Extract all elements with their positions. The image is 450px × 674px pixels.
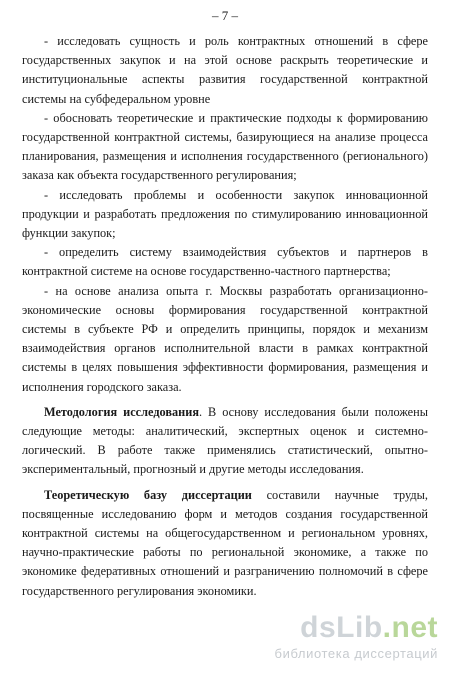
paragraph-goal-5: - на основе анализа опыта г. Москвы разработать организационно-экономические основы формирования государственной контрактной системы в субъекте РФ и определить принципы, порядок и механизм взаимодействия органов исполнительной власти в рамках контрактной системы в целях повышения эффективности формирования, размещения и исполнения городского заказа. [22, 283, 428, 394]
paragraph-methodology [22, 403, 428, 480]
page-number: – 7 – [212, 8, 238, 23]
paragraph-goal-2: - обосновать теоретические и практические подходы к формированию государственной контрактной системы, базирующиеся на анализе процесса планирования, размещения и исполнения государственного (регионального) заказа как объекта государственного регулирования; [22, 110, 428, 183]
theoretical-base-heading: Теоретическую базу диссертации [44, 487, 252, 502]
watermark-subtitle: библиотека диссертаций [274, 646, 438, 661]
methodology-heading: Методология исследования [44, 404, 199, 419]
methodology-text: . В основу исследования были положены следующие методы: аналитический, экспертных оценок и системно-логический. В работе также применялись статистический, опытно-экспериментальный, прогнозный и другие методы исследования. [22, 404, 428, 477]
body-text [22, 32, 428, 601]
watermark-logo-name: dsLib [300, 611, 383, 644]
theoretical-base-text: составили научные труды, посвященные исследованию форм и методов создания государственной контрактной системы на общегосударственном и региональном уровнях, научно-практические работы по региональной экономике, а также по экономике федеративных отношений и разграничению полномочий в сфере государственного регулирования экономики. [22, 487, 428, 598]
paragraph-theoretical-base [22, 486, 428, 601]
dslib-watermark [258, 612, 438, 664]
paragraph-goal-3: - исследовать проблемы и особенности закупок инновационной продукции и разработать предложения по стимулированию инновационной функции закупок; [22, 187, 428, 241]
watermark-logo [300, 612, 438, 644]
paragraph-goal-4: - определить систему взаимодействия субъектов и партнеров в контрактной системе на основе государственно-частного партнерства; [22, 245, 428, 279]
watermark-logo-domain: .net [382, 611, 438, 644]
paragraph-goal-1: - исследовать сущность и роль контрактных отношений в сфере государственных закупок и на этой основе раскрыть теоретические и институциональные аспекты развития государственной контрактной системы на субфедеральном уровне [22, 34, 428, 106]
